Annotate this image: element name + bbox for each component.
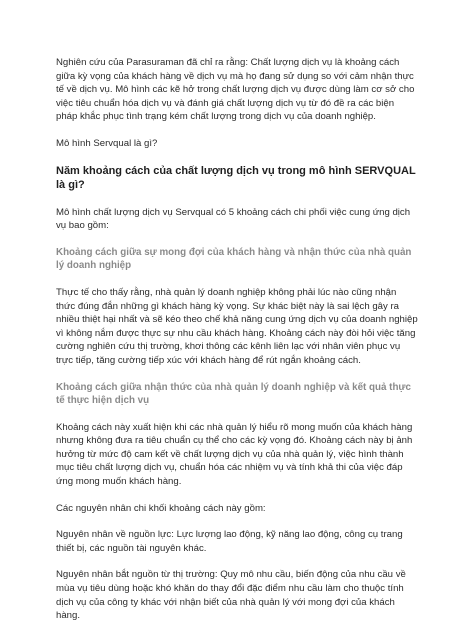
causes-intro-paragraph: Các nguyên nhân chi khối khoảng cách này gồm: bbox=[56, 502, 266, 514]
gap-1-paragraph: Thực tế cho thấy rằng, nhà quản lý doanh nghiệp không phải lúc nào cũng nhận thức đúng đắn những gì khách hàng kỳ vọng. Sự khác biệt này là sai lệch gây ra nhiều thiệt hại nhất và sẽ kéo theo chế khả năng cung ứng dịch vụ của doanh nghiệp vì không nắm được thực sự nhu cầu khách hàng. Khoảng cách này đòi hỏi việc tăng cường nghiên cứu thị trường, khơi thông các kênh liên lạc với nhân viên phục vụ trực tiếp, tăng cường tiếp xúc với khách hàng để rút ngắn khoảng cách. bbox=[56, 286, 418, 366]
intro-paragraph: Nghiên cứu của Parasuraman đã chỉ ra rằng: Chất lượng dịch vụ là khoảng cách giữa kỳ vọng của khách hàng về dịch vụ mà họ đang sử dụng so với cảm nhận thực tế về dịch vụ. Mô hình các kẽ hở trong chất lượng dịch vụ được dùng làm cơ sở cho việc tiêu chuẩn hóa dịch vụ và đánh giá chất lượng dịch vụ từ đó đề ra các biện pháp khắc phục tình trạng kém chất lượng trong dịch vụ của doanh nghiệp. bbox=[56, 57, 415, 123]
gaps-intro-paragraph: Mô hình chất lượng dịch vụ Servqual có 5 khoảng cách chi phối việc cung ứng dịch vụ bao gồm: bbox=[56, 206, 411, 232]
section-heading: Năm khoảng cách của chất lượng dịch vụ trong mô hình SERVQUAL là gì? bbox=[56, 164, 416, 192]
cause-market-paragraph: Nguyên nhân bắt nguồn từ thị trường: Quy mô nhu cầu, biến động của nhu cầu về mùa vụ tiêu dùng hoặc khó khăn do thay đổi đặc điểm nhu cầu làm cho thuộc tính dịch vụ của công ty khác với nhận biết của nhà quản lý với mong đợi của khách hàng. bbox=[56, 569, 406, 622]
gap-2-paragraph: Khoảng cách này xuất hiện khi các nhà quản lý hiểu rõ mong muốn của khách hàng nhưng không đưa ra tiêu chuẩn cụ thể cho các kỳ vọng đó. Khoảng cách này bị ảnh hưởng từ mức độ cam kết về chất lượng dịch vụ của nhà quản lý, việc hình thành mục tiêu chất lượng dịch vụ, chuẩn hóa các nhiệm vụ và tính khả thi của việc đáp ứng mong muốn khách hàng. bbox=[56, 421, 413, 488]
gap-2-heading: Khoảng cách giữa nhận thức của nhà quản lý doanh nghiệp và kết quả thực tế thực hiện dịch vụ bbox=[56, 381, 411, 407]
servqual-question: Mô hình Servqual là gì? bbox=[56, 137, 158, 149]
gap-1-heading: Khoảng cách giữa sự mong đợi của khách hàng và nhận thức của nhà quản lý doanh nghiệp bbox=[56, 246, 412, 272]
cause-resources-paragraph: Nguyên nhân về nguồn lực: Lực lượng lao động, kỹ năng lao động, công cụ trang thiết bị, các nguồn tài nguyên khác. bbox=[56, 529, 403, 554]
